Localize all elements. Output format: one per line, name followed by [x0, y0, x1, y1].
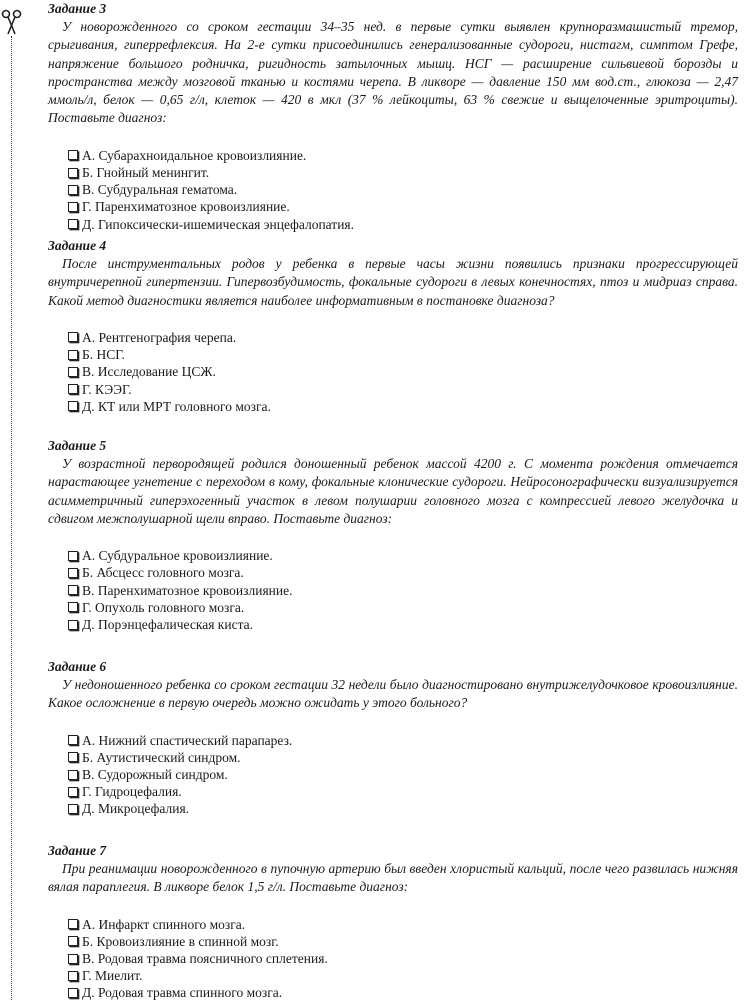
scissors-icon: [0, 8, 24, 38]
answer-option-a[interactable]: [68, 916, 738, 933]
answer-option-e[interactable]: [68, 800, 738, 817]
task-3: [48, 0, 738, 233]
task-question: У возрастной первородящей родился доношенный ребенок массой 4200 г. С момента рождения отмечается нарастающее угнетение с переходом в кому, фокальные клонические судороги. Нейросонографически визуализируется асимметричный гиперэхогенный участок в левом полушарии головного мозга с компрессией левого желудочка и сдвигом межполушарной щели вправо. Поставьте диагноз:: [48, 456, 738, 526]
answer-option-a[interactable]: [68, 547, 738, 564]
option-label: В. Судорожный синдром.: [82, 767, 228, 782]
task-title: Задание 5: [48, 438, 107, 453]
checkbox-icon[interactable]: [68, 202, 78, 212]
answer-option-b[interactable]: [68, 564, 738, 581]
option-label: Г. Миелит.: [82, 968, 143, 984]
option-label: В. Родовая травма поясничного сплетения.: [82, 951, 328, 966]
answer-options: [48, 147, 738, 233]
checkbox-icon[interactable]: [68, 332, 78, 342]
answer-option-b[interactable]: [68, 933, 738, 950]
task-title: Задание 4: [48, 238, 107, 253]
checkbox-icon[interactable]: [68, 585, 78, 595]
option-label: Д. Порэнцефалическая киста.: [82, 617, 254, 632]
answer-option-e[interactable]: [68, 216, 738, 233]
answer-option-d[interactable]: [68, 198, 738, 215]
answer-option-a[interactable]: [68, 329, 738, 346]
checkbox-icon[interactable]: [68, 168, 78, 178]
answer-option-c[interactable]: [68, 181, 738, 198]
checkbox-icon[interactable]: [68, 551, 78, 561]
option-label: А. Инфаркт спинного мозга.: [82, 916, 246, 932]
option-label: Г. Опухоль головного мозга.: [82, 599, 245, 615]
checkbox-icon[interactable]: [68, 752, 78, 762]
answer-option-a[interactable]: [68, 147, 738, 164]
answer-option-e[interactable]: [68, 984, 738, 1001]
checkbox-icon[interactable]: [68, 350, 78, 360]
task-title: Задание 3: [48, 1, 107, 16]
answer-option-b[interactable]: [68, 346, 738, 363]
task-question: У недоношенного ребенка со сроком гестации 32 недели было диагностировано внутрижелудочковое кровоизлияние. Какое осложнение в первую очередь можно ожидать у этого больного?: [48, 677, 738, 711]
option-label: Д. Гипоксически-ишемическая энцефалопатия.: [82, 216, 355, 232]
answer-option-b[interactable]: [68, 749, 738, 766]
checkbox-icon[interactable]: [68, 620, 78, 630]
task-5: [48, 437, 738, 633]
answer-option-d[interactable]: [68, 381, 738, 398]
option-label: А. Субдуральное кровоизлияние.: [82, 548, 273, 564]
checkbox-icon[interactable]: [68, 150, 78, 160]
checkbox-icon[interactable]: [68, 787, 78, 797]
option-label: Д. Родовая травма спинного мозга.: [82, 985, 283, 1001]
option-label: В. Субдуральная гематома.: [82, 182, 238, 198]
task-title: Задание 7: [48, 843, 107, 858]
task-question: При реанимации новорожденного в пупочную артерию был введен хлористый кальций, после чего развилась нижняя вялая параплегия. В ликворе белок 1,5 г/л. Поставьте диагноз:: [48, 861, 738, 895]
answer-option-d[interactable]: [68, 599, 738, 616]
option-label: В. Исследование ЦСЖ.: [82, 364, 216, 380]
option-label: Б. Гнойный менингит.: [82, 164, 210, 180]
option-label: Б. Кровоизлияние в спинной мозг.: [82, 933, 279, 949]
task-title: Задание 6: [48, 659, 107, 674]
checkbox-icon[interactable]: [68, 401, 78, 411]
option-label: Д. КТ или МРТ головного мозга.: [82, 398, 271, 414]
answer-option-c[interactable]: [68, 950, 738, 967]
checkbox-icon[interactable]: [68, 936, 78, 946]
answer-option-c[interactable]: [68, 363, 738, 380]
task-6: [48, 658, 738, 818]
answer-option-e[interactable]: [68, 616, 738, 633]
checkbox-icon[interactable]: [68, 735, 78, 745]
checkbox-icon[interactable]: [68, 568, 78, 578]
option-label: Д. Микроцефалия.: [82, 801, 190, 817]
checkbox-icon[interactable]: [68, 185, 78, 195]
option-label: Б. Абсцесс головного мозга.: [82, 565, 244, 581]
answer-option-b[interactable]: [68, 164, 738, 181]
checkbox-icon[interactable]: [68, 954, 78, 964]
task-4: [48, 237, 738, 415]
answer-option-c[interactable]: [68, 766, 738, 783]
checkbox-icon[interactable]: [68, 919, 78, 929]
task-7: [48, 842, 738, 1002]
checkbox-icon[interactable]: [68, 384, 78, 394]
answer-option-e[interactable]: [68, 398, 738, 415]
option-label: А. Рентгенография черепа.: [82, 329, 237, 345]
checkbox-icon[interactable]: [68, 219, 78, 229]
checkbox-icon[interactable]: [68, 988, 78, 998]
checkbox-icon[interactable]: [68, 770, 78, 780]
answer-option-d[interactable]: [68, 967, 738, 984]
task-question: После инструментальных родов у ребенка в первые часы жизни появились признаки прогрессирующей внутричерепной гипертензии. Гипервозбудимость, фокальные судороги в левых конечностях, птоз и мидриаз справа. Какой метод диагностики является наиболее информативным в постановке диагноза?: [48, 256, 738, 308]
answer-options: [48, 329, 738, 415]
checkbox-icon[interactable]: [68, 367, 78, 377]
option-label: Г. Гидроцефалия.: [82, 784, 182, 800]
option-label: Г. КЭЭГ.: [82, 381, 132, 397]
task-question: У новорожденного со сроком гестации 34–35 нед. в первые сутки выявлен крупноразмашистый тремор, срыгивания, гиперрефлексия. На 2-е сутки присоединились генерализованные судороги, нистагм, симптом Грефе, напряжение большого родничка, ригидность затылочных мышц. НСГ — расширение сильвиевой борозды и пространства между мозговой тканью и костями черепа. В ликворе — давление 150 мм вод.ст., глюкоза — 2,47 ммоль/л, белок — 0,65 г/л, клеток — 420 в мкл (37 % лейкоциты, 63 % свежие и выщелоченные эритроциты). Поставьте диагноз:: [48, 19, 738, 126]
answer-option-a[interactable]: [68, 732, 738, 749]
option-label: А. Нижний спастический парапарез.: [82, 732, 293, 748]
cut-line: [11, 36, 12, 1000]
answer-option-d[interactable]: [68, 783, 738, 800]
option-label: А. Субарахноидальное кровоизлияние.: [82, 147, 307, 163]
answer-option-c[interactable]: [68, 582, 738, 599]
answer-options: [48, 916, 738, 1002]
checkbox-icon[interactable]: [68, 602, 78, 612]
option-label: Г. Паренхиматозное кровоизлияние.: [82, 199, 290, 215]
checkbox-icon[interactable]: [68, 804, 78, 814]
option-label: В. Паренхиматозное кровоизлияние.: [82, 582, 293, 598]
option-label: Б. НСГ.: [82, 347, 125, 363]
option-label: Б. Аутистический синдром.: [82, 749, 241, 765]
checkbox-icon[interactable]: [68, 971, 78, 981]
answer-options: [48, 732, 738, 818]
answer-options: [48, 547, 738, 633]
